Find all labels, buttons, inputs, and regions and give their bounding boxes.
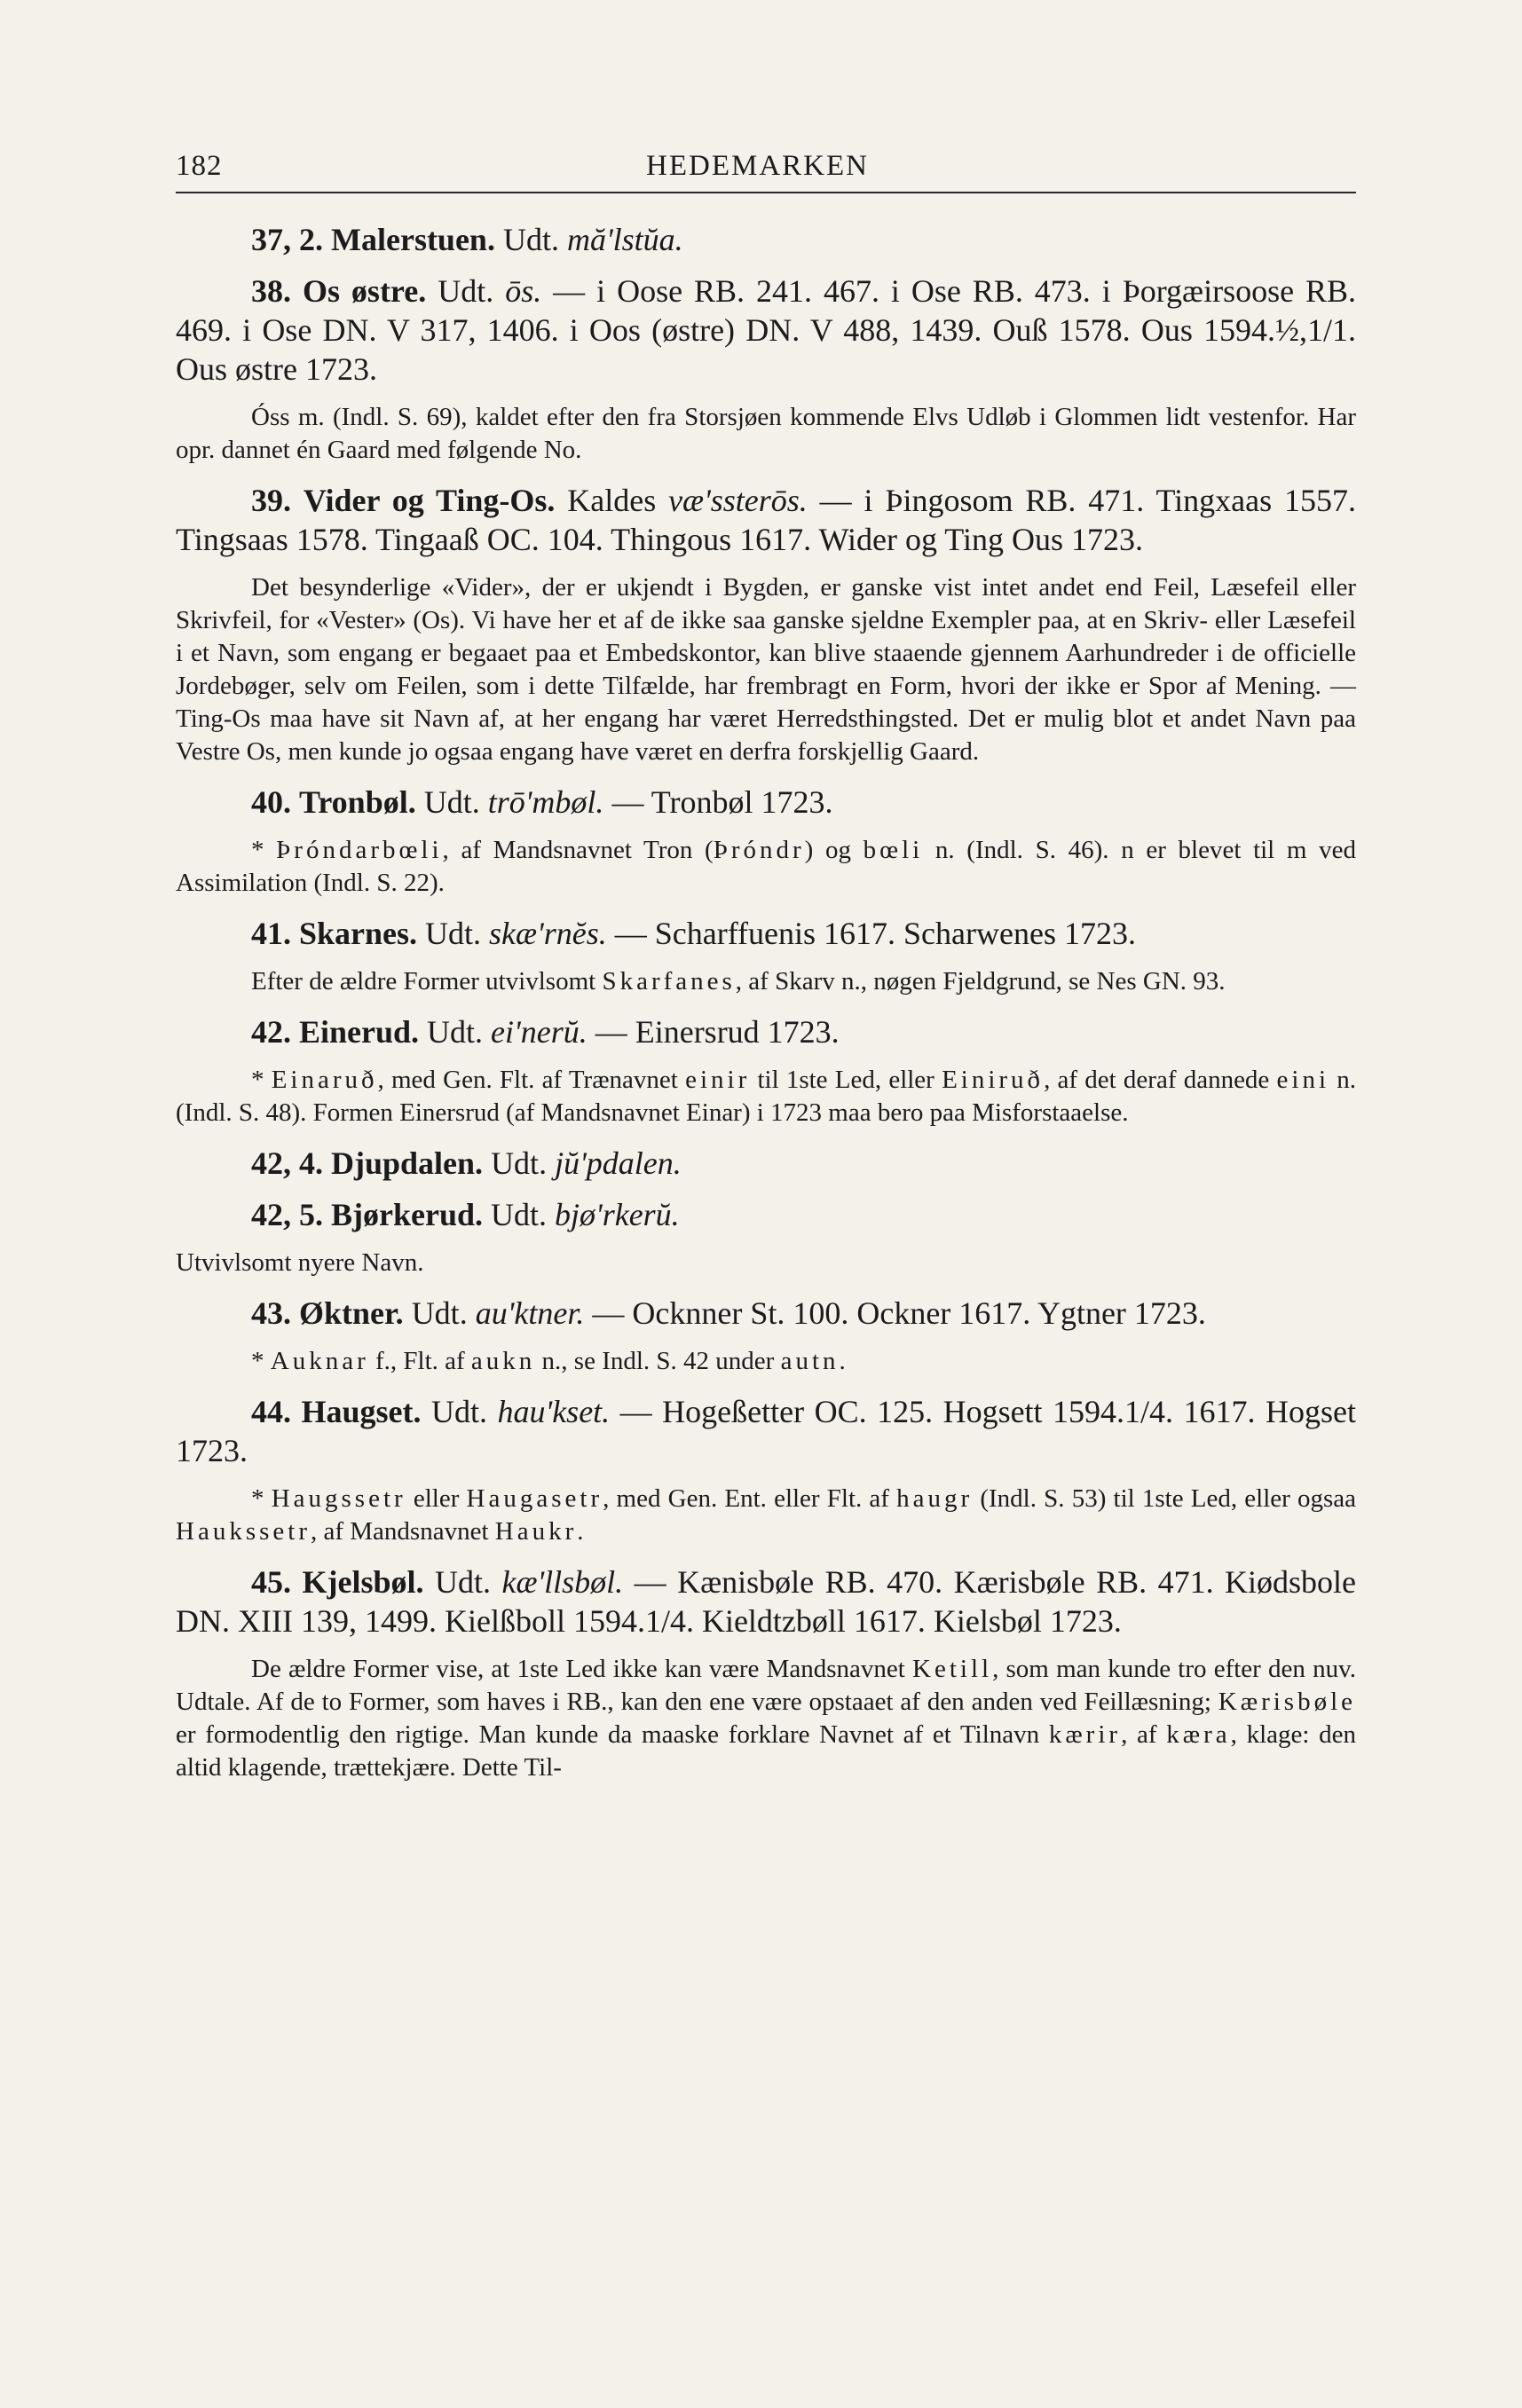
farm-name: Einerud. bbox=[299, 1014, 420, 1050]
entry-42-4 bbox=[176, 1144, 1356, 1183]
note-text: . bbox=[577, 1517, 584, 1546]
udt-label: Udt. bbox=[423, 784, 480, 820]
entry-39 bbox=[176, 481, 1356, 559]
note-text: * bbox=[251, 836, 277, 864]
note-text: * bbox=[251, 1066, 272, 1094]
note-text: , af Mandsnavnet Tron ( bbox=[442, 836, 714, 864]
udt-label: Kaldes bbox=[567, 483, 657, 518]
farm-name: Skarnes. bbox=[299, 916, 418, 951]
historical-forms: — Tronbøl 1723. bbox=[611, 784, 833, 820]
farm-name: Malerstuen. bbox=[331, 222, 495, 257]
historical-forms: — i Þingosom RB. 471. Tingxaas 1557. Tingsaas 1578. Tingaaß OC. 104. Thingous 1617. Wider og Ting Ous 1723. bbox=[176, 483, 1357, 557]
page-body bbox=[176, 220, 1356, 1798]
note-spaced-word: Þróndr bbox=[713, 836, 805, 864]
note-text: (Indl. S. 53) til 1ste Led, eller ogsaa bbox=[973, 1484, 1356, 1513]
entry-41 bbox=[176, 914, 1356, 953]
entry-43 bbox=[176, 1294, 1356, 1333]
udt-label: Udt. bbox=[427, 1014, 484, 1050]
note-text: , af Mandsnavnet bbox=[310, 1517, 495, 1546]
note-spaced-word: Skarfanes bbox=[602, 967, 736, 995]
note-spaced-word: Kærisbøle bbox=[1218, 1688, 1356, 1716]
entry-42-5-note: Utvivlsomt nyere Navn. bbox=[176, 1248, 424, 1277]
entry-41-note bbox=[176, 965, 1356, 998]
entry-number: 44. bbox=[251, 1394, 291, 1429]
farm-name: Bjørkerud. bbox=[331, 1197, 483, 1232]
entry-43-note bbox=[176, 1345, 1356, 1378]
entry-45-note bbox=[176, 1653, 1356, 1784]
farm-name: Os østre. bbox=[302, 273, 427, 309]
note-text: , som man kunde tro efter den nuv. Udtale. Af de to Former, som haves i RB., kan den ene være opstaaet af den anden ved Feillæsning; bbox=[176, 1655, 1356, 1716]
note-text: , af Skarv n., nøgen Fjeldgrund, se Nes GN. 93. bbox=[735, 967, 1226, 995]
pronunciation: kæ'llsbøl. bbox=[501, 1564, 624, 1600]
entry-38-note: Óss m. (Indl. S. 69), kaldet efter den fra Storsjøen kommende Elvs Udløb i Glommen lidt vestenfor. Har opr. dannet én Gaard med følgende No. bbox=[176, 403, 1356, 464]
pronunciation: skæ'rnĕs. bbox=[489, 916, 607, 951]
entry-number: 43. bbox=[251, 1295, 291, 1331]
entry-number: 39. bbox=[251, 483, 291, 518]
note-spaced-word: Haugasetr bbox=[466, 1484, 603, 1513]
note-spaced-word: Þróndarbœli bbox=[276, 836, 443, 864]
note-spaced-word: Haukr bbox=[494, 1517, 578, 1546]
entry-37-2 bbox=[176, 220, 1356, 259]
note-spaced-word: Haugssetr bbox=[271, 1484, 406, 1513]
note-text: til 1ste Led, eller bbox=[750, 1066, 942, 1094]
note-text: Efter de ældre Former utvivlsomt bbox=[251, 967, 603, 995]
pronunciation: hau'kset. bbox=[497, 1394, 611, 1429]
note-spaced-word: Einaruð bbox=[271, 1066, 378, 1094]
note-spaced-word: bœli bbox=[863, 836, 924, 864]
note-spaced-word: Auknar bbox=[270, 1347, 369, 1375]
farm-name: Vider og Ting-Os. bbox=[303, 483, 556, 518]
pronunciation: mă'lstŭa. bbox=[566, 222, 683, 257]
note-text: eller bbox=[406, 1484, 467, 1513]
entry-39-note: Det besynderlige «Vider», der er ukjendt i Bygden, er ganske vist intet andet end Feil, Læsefeil eller Skrivfeil, for «Vester» (Os). Vi have her et af de ikke saa ganske sjeldne Exempler paa, at en Skriv- eller Læsefeil i et Navn, som engang er begaaet paa et Embedskontor, kan blive staaende gjennem Aarhundreder i de officielle Jordebøger, selv om Feilen, som i dette Tilfælde, har frembragt en Form, hvori der ikke er Spor af Mening. — Ting-Os maa have sit Navn af, at her engang har været Herredsthingsted. Det er mulig blot et andet Navn paa Vestre Os, men kunde jo ogsaa engang have været en derfra forskjellig Gaard. bbox=[176, 573, 1356, 766]
note-text: n. (Indl. S. 46). n er blevet til m ved Assimilation (Indl. S. 22). bbox=[176, 836, 1356, 897]
note-text: , klage: den altid klagende, trættekjære. Dette Til- bbox=[176, 1720, 1357, 1782]
book-page bbox=[176, 0, 1356, 2408]
running-title: HEDEMARKEN bbox=[646, 150, 869, 182]
entry-number: 42, 4. bbox=[251, 1145, 323, 1181]
note-spaced-word: Haukssetr bbox=[176, 1517, 311, 1546]
note-text: * bbox=[251, 1484, 272, 1513]
entry-number: 45. bbox=[251, 1564, 291, 1600]
running-header bbox=[176, 140, 1356, 193]
farm-name: Tronbøl. bbox=[299, 784, 416, 820]
historical-forms: — Ocknner St. 100. Ockner 1617. Ygtner 1723. bbox=[592, 1295, 1206, 1331]
entry-42-5 bbox=[176, 1195, 1356, 1234]
entry-number: 41. bbox=[251, 916, 291, 951]
pronunciation: trō'mbøl. bbox=[487, 784, 604, 820]
note-spaced-word: Ketill bbox=[912, 1655, 993, 1683]
udt-label: Udt. bbox=[438, 273, 494, 309]
entry-40-note bbox=[176, 834, 1356, 900]
entry-number: 38. bbox=[251, 273, 291, 309]
note-text: f., Flt. af bbox=[368, 1347, 471, 1375]
udt-label: Udt. bbox=[491, 1197, 547, 1232]
entry-number: 40. bbox=[251, 784, 291, 820]
pronunciation: ei'nerŭ. bbox=[491, 1014, 588, 1050]
pronunciation: ōs. bbox=[505, 273, 542, 309]
entry-number: 42, 5. bbox=[251, 1197, 323, 1232]
udt-label: Udt. bbox=[502, 222, 559, 257]
pronunciation: jŭ'pdalen. bbox=[555, 1145, 682, 1181]
entry-40 bbox=[176, 783, 1356, 822]
entry-44 bbox=[176, 1392, 1356, 1470]
entry-38 bbox=[176, 271, 1356, 389]
historical-forms: — Hogeßetter OC. 125. Hogsett 1594.1/4. 1617. Hogset 1723. bbox=[176, 1394, 1357, 1468]
note-text: , med Gen. Flt. af Trænavnet bbox=[377, 1066, 686, 1094]
entry-45 bbox=[176, 1562, 1356, 1641]
note-spaced-word: autn bbox=[780, 1347, 840, 1375]
note-text: ) og bbox=[804, 836, 864, 864]
udt-label: Udt. bbox=[431, 1394, 487, 1429]
historical-forms: — i Oose RB. 241. 467. i Ose RB. 473. i Þorgæirsoose RB. 469. i Ose DN. V 317, 1406. i Oos (østre) DN. V 488, 1439. Ouß 1578. Ous 1594.½,1/1. Ous østre 1723. bbox=[176, 273, 1357, 387]
farm-name: Djupdalen. bbox=[331, 1145, 484, 1181]
pronunciation: bjø'rkerŭ. bbox=[555, 1197, 680, 1232]
pronunciation: væ'ssterōs. bbox=[668, 483, 808, 518]
note-text: er formodentlig den rigtige. Man kunde da maaske forklare Navnet af et Tilnavn bbox=[176, 1720, 1049, 1749]
note-spaced-word: aukn bbox=[470, 1347, 536, 1375]
note-text: n. (Indl. S. 48). Formen Einersrud (af Mandsnavnet Einar) i 1723 maa bero paa Misforstaaelse. bbox=[176, 1066, 1356, 1127]
note-text: , af bbox=[1121, 1720, 1167, 1749]
entry-42 bbox=[176, 1012, 1356, 1051]
note-text: , af det deraf dannede bbox=[1044, 1066, 1277, 1094]
note-text: n., se Indl. S. 42 under bbox=[535, 1347, 781, 1375]
udt-label: Udt. bbox=[491, 1145, 548, 1181]
entry-number: 37, 2. bbox=[251, 222, 323, 257]
entry-number: 42. bbox=[251, 1014, 291, 1050]
entry-42-note bbox=[176, 1064, 1356, 1129]
note-text: , med Gen. Ent. eller Flt. af bbox=[603, 1484, 897, 1513]
udt-label: Udt. bbox=[411, 1295, 468, 1331]
udt-label: Udt. bbox=[434, 1564, 491, 1600]
note-spaced-word: kærir bbox=[1048, 1720, 1122, 1749]
note-spaced-word: kæra bbox=[1166, 1720, 1231, 1749]
note-text: * bbox=[251, 1347, 271, 1375]
historical-forms: — Scharffuenis 1617. Scharwenes 1723. bbox=[614, 916, 1136, 951]
historical-forms: — Kænisbøle RB. 470. Kærisbøle RB. 471. Kiødsbole DN. XIII 139, 1499. Kielßboll 1594.1/4. Kieldtzbøll 1617. Kielsbøl 1723. bbox=[176, 1564, 1357, 1639]
note-spaced-word: haugr bbox=[896, 1484, 974, 1513]
farm-name: Øktner. bbox=[299, 1295, 404, 1331]
note-spaced-word: einir bbox=[685, 1066, 751, 1094]
pronunciation: au'ktner. bbox=[475, 1295, 585, 1331]
farm-name: Haugset. bbox=[301, 1394, 422, 1429]
udt-label: Udt. bbox=[425, 916, 482, 951]
note-spaced-word: eini bbox=[1276, 1066, 1330, 1094]
note-text: De ældre Former vise, at 1ste Led ikke kan være Mandsnavnet bbox=[251, 1655, 913, 1683]
farm-name: Kjelsbøl. bbox=[302, 1564, 424, 1600]
historical-forms: — Einersrud 1723. bbox=[595, 1014, 840, 1050]
page-number: 182 bbox=[176, 150, 223, 182]
entry-44-note bbox=[176, 1483, 1356, 1548]
note-text: . bbox=[839, 1347, 846, 1375]
note-spaced-word: Einiruð bbox=[942, 1066, 1045, 1094]
